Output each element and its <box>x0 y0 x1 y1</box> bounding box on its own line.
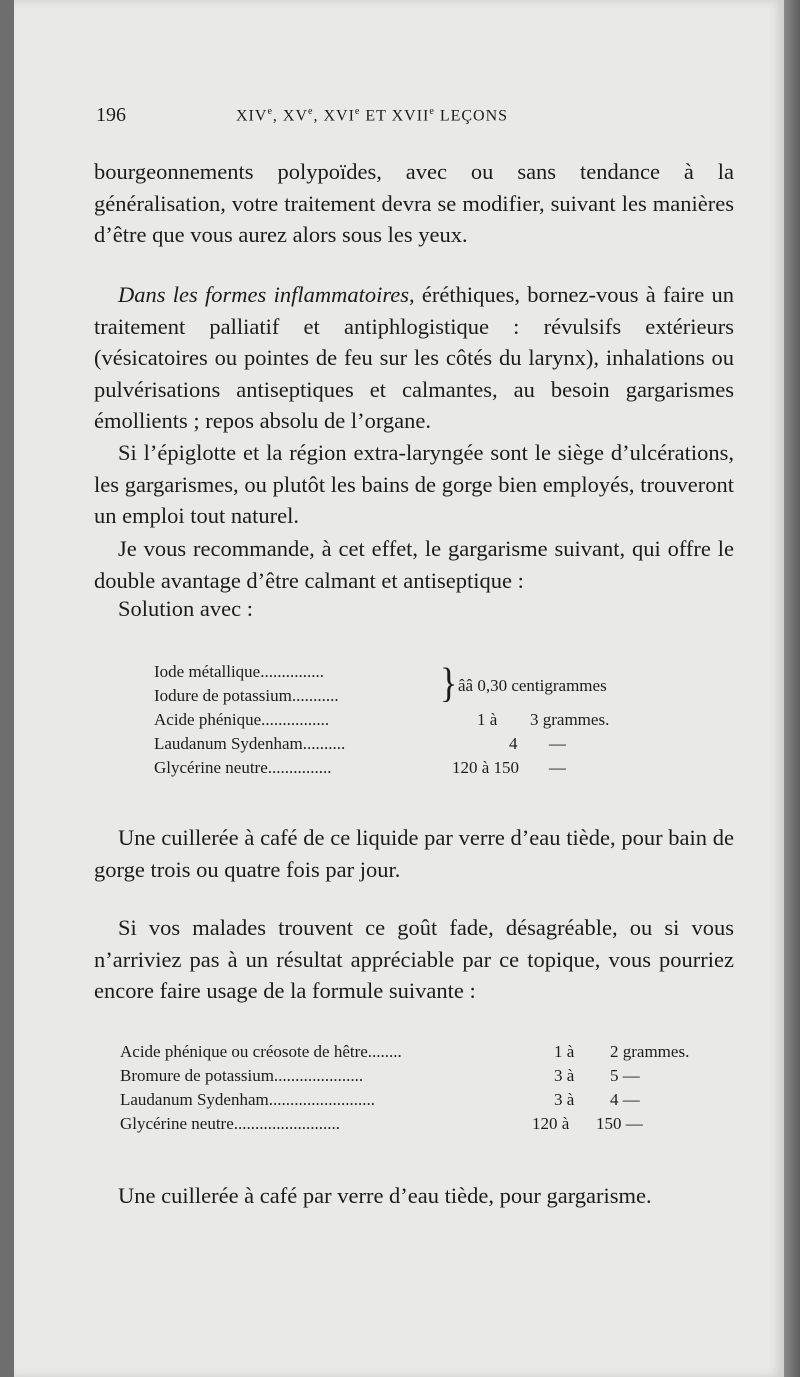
page-number: 196 <box>96 104 126 126</box>
brace-symbol: } <box>440 659 458 706</box>
formula-table-1 <box>154 660 654 780</box>
formula-row: Glycérine neutre............... 120 à 150 — <box>154 758 566 777</box>
formula-table-2 <box>120 1040 720 1136</box>
solution-label: Solution avec : <box>118 596 253 621</box>
formula-row: Laudanum Sydenham......................... 3 à 4 — <box>120 1090 640 1109</box>
paragraph-usage-2: Une cuillerée à café par verre d’eau tiède, pour gargarisme. <box>118 1183 652 1208</box>
paragraph-ulcerations: Si l’épiglotte et la région extra-laryngée sont le siège d’ulcérations, les gargarismes, ou plutôt les bains de gorge bien employés, trouveront un emploi tout naturel. <box>94 440 734 528</box>
formula-row: Laudanum Sydenham.......... 4 — <box>154 734 566 753</box>
paragraph-usage-1: Une cuillerée à café de ce liquide par verre d’eau tiède, pour bain de gorge trois ou quatre fois par jour. <box>94 825 734 882</box>
running-head: XIVe, XVe, XVIe ET XVIIe LEÇONS <box>236 106 509 125</box>
paragraph-recommendation: Je vous recommande, à cet effet, le gargarisme suivant, qui offre le double avantage d’être calmant et antiseptique : <box>94 536 734 593</box>
formula-row: Iodure de potassium........... <box>154 686 339 705</box>
formula-row: Iode métallique............... <box>154 662 324 681</box>
formula-row: Acide phénique ou créosote de hêtre........ 1 à 2 grammes. <box>120 1042 690 1061</box>
italic-lead: Dans les formes inflammatoires, <box>118 282 415 307</box>
shared-dose: ââ 0,30 centigrammes <box>458 676 607 695</box>
paragraph-continuation: bourgeonnements polypoïdes, avec ou sans tendance à la généralisation, votre traitement devra se modifier, suivant les manières d’être que vous aurez alors sous les yeux. <box>94 159 734 247</box>
book-page <box>14 0 784 1377</box>
formula-row: Acide phénique................ 1 à 3 grammes. <box>154 710 610 729</box>
paragraph-alternative: Si vos malades trouvent ce goût fade, désagréable, ou si vous n’arriviez pas à un résultat appréciable par ce topique, vous pourriez encore faire usage de la formule suivante : <box>94 915 734 1003</box>
formula-row: Glycérine neutre......................... 120 à 150 — <box>120 1114 643 1133</box>
page-edge-shadow <box>784 0 800 1377</box>
paragraph-inflammatory-forms: Dans les formes inflammatoires, éréthiques, bornez-vous à faire un traitement palliatif et antiphlogistique : révulsifs extérieurs (vésicatoires ou pointes de feu sur les côtés du larynx), inhalations ou pulvérisations antiseptiques et calmantes, au besoin gargarismes émollients ; repos absolu de l’organe. <box>94 282 734 433</box>
formula-row: Bromure de potassium..................... 3 à 5 — <box>120 1066 640 1085</box>
